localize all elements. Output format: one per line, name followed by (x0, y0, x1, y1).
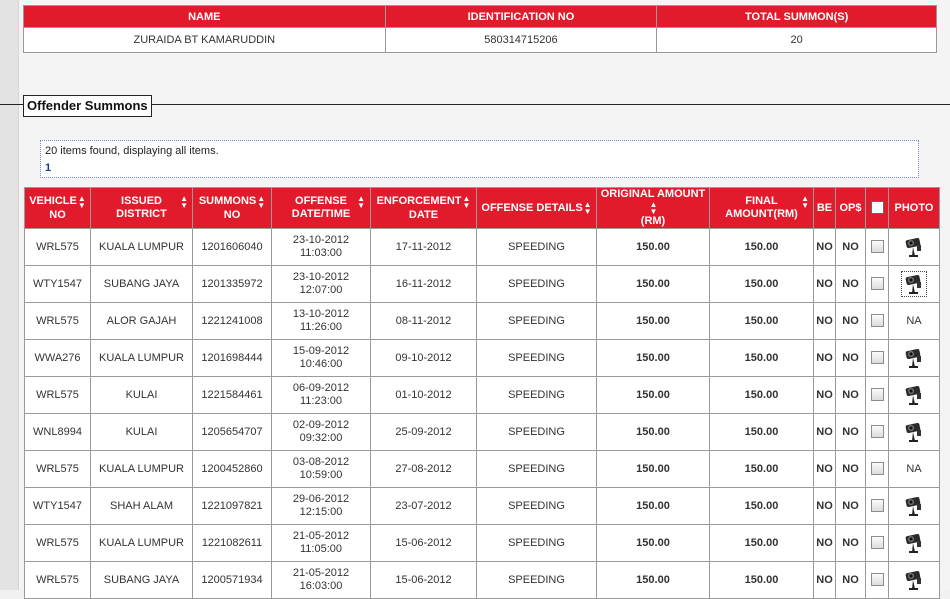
photo-cell (889, 303, 940, 340)
photo-na: NA (906, 462, 922, 475)
photo-button[interactable] (902, 235, 926, 259)
row-select-cell (866, 488, 889, 525)
issued-district: ALOR GAJAH (91, 303, 193, 340)
offense-datetime: 21-05-2012 11:05:00 (272, 525, 371, 562)
camera-icon (903, 347, 925, 369)
issued-district: KULAI (91, 377, 193, 414)
final-amount: 150.00 (710, 303, 814, 340)
op-flag: NO (836, 451, 866, 488)
final-amount: 150.00 (710, 340, 814, 377)
enforcement-date: 15-06-2012 (371, 562, 477, 599)
original-amount: 150.00 (597, 303, 710, 340)
sort-icon: ▲ ▼ (180, 194, 188, 210)
offense-details: SPEEDING (477, 451, 597, 488)
table-row (25, 266, 940, 303)
offender-total-summons: 20 (657, 28, 937, 53)
col-op[interactable]: OP$ (836, 188, 866, 229)
final-amount: 150.00 (710, 377, 814, 414)
vehicle-no: WNL8994 (25, 414, 91, 451)
row-select-cell (866, 562, 889, 599)
sort-icon: ▲ ▼ (77, 193, 86, 210)
table-row (25, 488, 940, 525)
row-checkbox[interactable] (871, 573, 884, 586)
photo-button[interactable] (902, 420, 926, 444)
photo-cell (889, 229, 940, 266)
issued-district: SHAH ALAM (91, 488, 193, 525)
final-amount: 150.00 (710, 266, 814, 303)
camera-icon (903, 384, 925, 406)
vehicle-no: WRL575 (25, 451, 91, 488)
photo-cell (889, 340, 940, 377)
sort-icon: ▲ ▼ (649, 200, 658, 216)
op-flag: NO (836, 488, 866, 525)
photo-cell (889, 377, 940, 414)
offense-datetime: 29-06-2012 12:15:00 (272, 488, 371, 525)
photo-button[interactable] (902, 383, 926, 407)
col-offense-details[interactable]: OFFENSE DETAILS▲ ▼ (477, 188, 597, 229)
row-select-cell (866, 340, 889, 377)
original-amount: 150.00 (597, 229, 710, 266)
be-flag: NO (814, 303, 836, 340)
offense-datetime: 23-10-2012 12:07:00 (272, 266, 371, 303)
issued-district: KUALA LUMPUR (91, 229, 193, 266)
enforcement-date: 25-09-2012 (371, 414, 477, 451)
final-amount: 150.00 (710, 414, 814, 451)
camera-icon (903, 532, 925, 554)
summons-no: 1201698444 (193, 340, 272, 377)
table-row (25, 229, 940, 266)
summons-no: 1201335972 (193, 266, 272, 303)
offense-datetime: 02-09-2012 09:32:00 (272, 414, 371, 451)
summons-no: 1221082611 (193, 525, 272, 562)
row-select-cell (866, 525, 889, 562)
camera-icon (903, 495, 925, 517)
sort-icon: ▲ ▼ (801, 194, 809, 210)
photo-cell (889, 451, 940, 488)
enforcement-date: 09-10-2012 (371, 340, 477, 377)
table-row (25, 303, 940, 340)
items-found-text: 20 items found, displaying all items. (45, 145, 219, 157)
enforcement-date: 15-06-2012 (371, 525, 477, 562)
original-amount: 150.00 (597, 377, 710, 414)
photo-button[interactable] (902, 568, 926, 592)
final-amount: 150.00 (710, 562, 814, 599)
main-content (19, 0, 950, 590)
row-select-cell (866, 414, 889, 451)
row-checkbox[interactable] (871, 499, 884, 512)
left-margin-strip (0, 0, 19, 590)
final-amount: 150.00 (710, 229, 814, 266)
offense-details: SPEEDING (477, 340, 597, 377)
offender-name: ZURAIDA BT KAMARUDDIN (24, 28, 386, 53)
photo-button[interactable] (902, 346, 926, 370)
vehicle-no: WRL575 (25, 229, 91, 266)
vehicle-no: WRL575 (25, 525, 91, 562)
col-enforcement-date[interactable]: ENFORCEMENT▲ ▼ DATE (371, 188, 477, 229)
photo-button[interactable] (902, 531, 926, 555)
photo-cell (889, 488, 940, 525)
row-checkbox[interactable] (871, 351, 884, 364)
issued-district: SUBANG JAYA (91, 562, 193, 599)
enforcement-date: 23-07-2012 (371, 488, 477, 525)
op-flag: NO (836, 525, 866, 562)
row-select-cell (866, 451, 889, 488)
col-final-amount[interactable]: FINAL ▲ ▼ AMOUNT(RM) (710, 188, 814, 229)
col-issued-district[interactable]: ISSUED ▲ ▼ DISTRICT (91, 188, 193, 229)
sort-icon: ▲ ▼ (257, 193, 266, 210)
summons-no: 1200452860 (193, 451, 272, 488)
section-title: Offender Summons (23, 95, 152, 117)
sort-icon: ▲ ▼ (462, 193, 471, 210)
be-flag: NO (814, 525, 836, 562)
issued-district: KUALA LUMPUR (91, 451, 193, 488)
row-checkbox[interactable] (871, 277, 884, 290)
row-checkbox[interactable] (871, 240, 884, 253)
be-flag: NO (814, 340, 836, 377)
issued-district: KULAI (91, 414, 193, 451)
vehicle-no: WRL575 (25, 303, 91, 340)
issued-district: KUALA LUMPUR (91, 525, 193, 562)
row-select-cell (866, 229, 889, 266)
be-flag: NO (814, 562, 836, 599)
enforcement-date: 27-08-2012 (371, 451, 477, 488)
col-original-amount[interactable]: ORIGINAL AMOUNT▲ ▼ (RM) (597, 188, 710, 229)
row-checkbox[interactable] (871, 536, 884, 549)
issued-district: KUALA LUMPUR (91, 340, 193, 377)
table-row (25, 340, 940, 377)
col-select-all[interactable] (866, 188, 889, 229)
row-select-cell (866, 377, 889, 414)
issued-district: SUBANG JAYA (91, 266, 193, 303)
col-vehicle-no[interactable]: VEHICLE▲ ▼ NO (25, 188, 91, 229)
table-row (25, 414, 940, 451)
be-flag: NO (814, 488, 836, 525)
enforcement-date: 16-11-2012 (371, 266, 477, 303)
vehicle-no: WTY1547 (25, 488, 91, 525)
vehicle-no: WRL575 (25, 562, 91, 599)
original-amount: 150.00 (597, 451, 710, 488)
table-row (25, 525, 940, 562)
photo-na: NA (906, 314, 922, 327)
op-flag: NO (836, 377, 866, 414)
sort-icon: ▲ ▼ (357, 194, 365, 210)
op-flag: NO (836, 414, 866, 451)
summons-no: 1221097821 (193, 488, 272, 525)
vehicle-no: WRL575 (25, 377, 91, 414)
row-checkbox[interactable] (871, 314, 884, 327)
camera-icon (903, 273, 925, 295)
summons-no: 1201606040 (193, 229, 272, 266)
offender-id-no: 580314715206 (385, 28, 657, 53)
summons-no: 1221584461 (193, 377, 272, 414)
offense-datetime: 15-09-2012 10:46:00 (272, 340, 371, 377)
summons-table (24, 187, 940, 599)
be-flag: NO (814, 229, 836, 266)
vehicle-no: WWA276 (25, 340, 91, 377)
original-amount: 150.00 (597, 525, 710, 562)
original-amount: 150.00 (597, 266, 710, 303)
summons-no: 1205654707 (193, 414, 272, 451)
offense-datetime: 23-10-2012 11:03:00 (272, 229, 371, 266)
summons-no: 1221241008 (193, 303, 272, 340)
offense-details: SPEEDING (477, 303, 597, 340)
op-flag: NO (836, 562, 866, 599)
original-amount: 150.00 (597, 488, 710, 525)
col-summons-no[interactable]: SUMMONS▲ ▼ NO (193, 188, 272, 229)
photo-cell (889, 562, 940, 599)
offense-datetime: 13-10-2012 11:26:00 (272, 303, 371, 340)
pagination-banner (40, 140, 919, 178)
photo-button[interactable] (902, 494, 926, 518)
summons-no: 1200571934 (193, 562, 272, 599)
col-be[interactable]: BE (814, 188, 836, 229)
sort-icon: ▲ ▼ (583, 200, 592, 216)
be-flag: NO (814, 414, 836, 451)
offense-datetime: 06-09-2012 11:23:00 (272, 377, 371, 414)
op-flag: NO (836, 229, 866, 266)
table-row (25, 377, 940, 414)
original-amount: 150.00 (597, 340, 710, 377)
original-amount: 150.00 (597, 414, 710, 451)
table-row (25, 451, 940, 488)
photo-cell (889, 525, 940, 562)
row-select-cell (866, 303, 889, 340)
camera-icon (903, 236, 925, 258)
col-offense-datetime[interactable]: OFFENSE ▲ ▼ DATE/TIME (272, 188, 371, 229)
vehicle-no: WTY1547 (25, 266, 91, 303)
photo-cell (889, 266, 940, 303)
row-select-cell (866, 266, 889, 303)
be-flag: NO (814, 377, 836, 414)
be-flag: NO (814, 451, 836, 488)
final-amount: 150.00 (710, 525, 814, 562)
table-row (25, 562, 940, 599)
camera-icon (903, 569, 925, 591)
be-flag: NO (814, 266, 836, 303)
offense-details: SPEEDING (477, 229, 597, 266)
offense-details: SPEEDING (477, 525, 597, 562)
original-amount: 150.00 (597, 562, 710, 599)
offense-details: SPEEDING (477, 266, 597, 303)
offense-datetime: 21-05-2012 16:03:00 (272, 562, 371, 599)
enforcement-date: 17-11-2012 (371, 229, 477, 266)
enforcement-date: 01-10-2012 (371, 377, 477, 414)
final-amount: 150.00 (710, 488, 814, 525)
offense-datetime: 03-08-2012 10:59:00 (272, 451, 371, 488)
offense-details: SPEEDING (477, 562, 597, 599)
offense-details: SPEEDING (477, 488, 597, 525)
header-name: NAME (24, 6, 386, 28)
header-identification-no: IDENTIFICATION NO (385, 6, 657, 28)
select-all-checkbox[interactable] (871, 201, 884, 214)
offense-details: SPEEDING (477, 377, 597, 414)
offender-info-table (23, 5, 937, 53)
offense-details: SPEEDING (477, 414, 597, 451)
op-flag: NO (836, 303, 866, 340)
op-flag: NO (836, 266, 866, 303)
enforcement-date: 08-11-2012 (371, 303, 477, 340)
row-checkbox[interactable] (871, 462, 884, 475)
page-link[interactable]: 1 (45, 162, 52, 174)
row-checkbox[interactable] (871, 388, 884, 401)
row-checkbox[interactable] (871, 425, 884, 438)
photo-cell (889, 414, 940, 451)
header-total-summons: TOTAL SUMMON(S) (657, 6, 937, 28)
col-photo: PHOTO (889, 188, 940, 229)
camera-icon (903, 421, 925, 443)
photo-button[interactable] (901, 271, 927, 297)
op-flag: NO (836, 340, 866, 377)
final-amount: 150.00 (710, 451, 814, 488)
